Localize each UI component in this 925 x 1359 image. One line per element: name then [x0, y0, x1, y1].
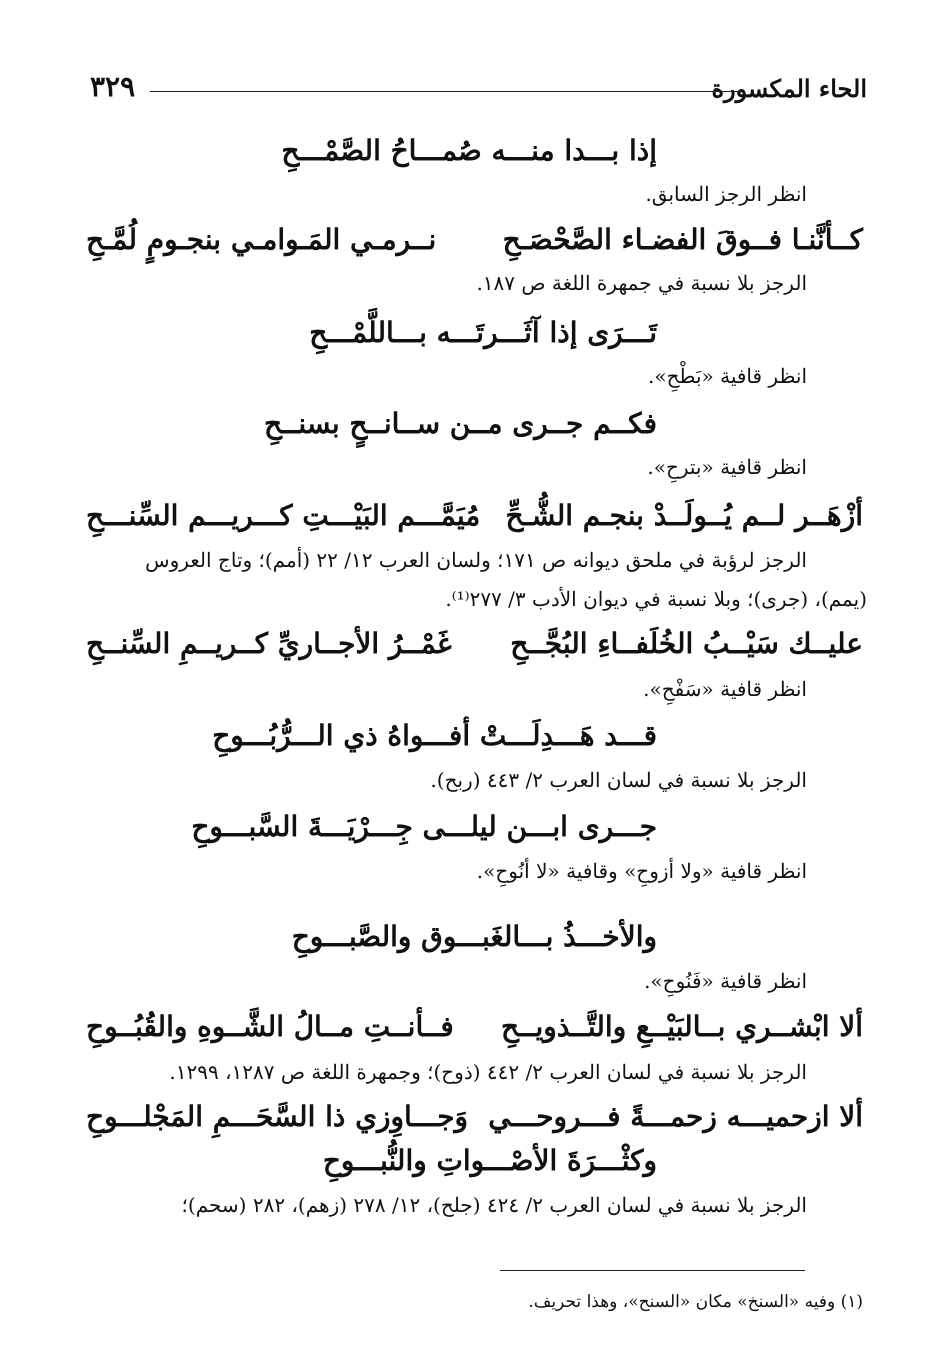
verse-hemistich-left: وَجـــاوِزي ذا السَّحَـــمِ المَجْلـــوحِ [86, 1100, 469, 1133]
commentary-line: انظر قافية «بَطْحِ». [648, 364, 807, 388]
verse-hemistich-right: ألا ازحميـــه زحمـــةً فـــروحـــي [488, 1100, 863, 1133]
commentary-line: انظر قافية «بترحِ». [647, 455, 807, 479]
verse-hemistich-left: فــأنــتِ مــالُ الشَّــوهِ والقُبُــوحِ [86, 1010, 454, 1043]
verse-line: وكثْـــرَةَ الأصْـــواتِ والنُّبـــوحِ [322, 1144, 657, 1177]
verse-line: والأخـــذُ بـــالغَبـــوق والصَّبـــوحِ [291, 920, 657, 953]
commentary-line: الرجز بلا نسبة في لسان العرب ٢/ ٤٢٤ (جلح)، ١٢/ ٢٧٨ (زهم)، ٢٨٢ (سحم)؛ [181, 1193, 807, 1217]
commentary-line: الرجز بلا نسبة في لسان العرب ٢/ ٤٤٢ (ذوح)؛ وجمهرة اللغة ص ١٢٨٧، ١٢٩٩. [169, 1060, 807, 1084]
verse-hemistich-left: غَمْــرُ الأجــاريِّ كــريــمِ السِّنــحِ [86, 627, 452, 660]
footnote: (١) وفيه «السنخ» مكان «السنح»، وهذا تحريف. [528, 1292, 863, 1312]
verse-hemistich-right: ألا ابْشــري بــالبَيْــعِ والتَّــذويــحِ [501, 1010, 863, 1043]
footnote-rule [500, 1270, 805, 1271]
verse-hemistich-right: أزْهَــر لــم يُــولَــدْ بنجـم الشُّـحِّ [505, 499, 863, 532]
commentary-line: الرجز بلا نسبة في لسان العرب ٢/ ٤٤٣ (ربح). [430, 768, 807, 792]
commentary-line: (يمم)، (جرى)؛ وبلا نسبة في ديوان الأدب ٣/ ٢٧٧⁽¹⁾. [445, 587, 867, 611]
verse-line: فكــم جــرى مــن ســانــحٍ بسنــحِ [263, 407, 657, 440]
commentary-line: انظر قافية «سَفْحِ». [643, 677, 807, 701]
verse-hemistich-right: عليــك سَيْــبُ الخُلَفــاءِ البُجَّــحِ [510, 627, 863, 660]
verse-line: تَـــرَى إذا آثَـــرتَـــه بـــاللَّمْـــحِ [309, 316, 657, 349]
page-number: ٣٢٩ [90, 70, 136, 103]
commentary-line: انظر قافية «فَنُوحِ». [644, 969, 807, 993]
header-rule [150, 91, 740, 92]
verse-line: قـــد هَـــدِلَـــتْ أفـــواهُ ذي الـــرُّبُـــوحِ [212, 719, 657, 752]
commentary-line: الرجز لرؤبة في ملحق ديوانه ص ١٧١؛ ولسان العرب ١٢/ ٢٢ (أمم)؛ وتاج العروس [145, 548, 807, 572]
verse-line: جـــرى ابـــن ليلـــى جِـــرْيَـــةَ السَّبـــوحِ [191, 810, 657, 843]
verse-hemistich-left: مُيَمَّـــم البَيْـــتِ كـــريـــم السِّنـــحِ [86, 499, 481, 532]
commentary-line: انظر قافية «ولا أزوحِ» وقافية «لا أنُوحِ». [476, 859, 807, 883]
chapter-title: الحاء المكسورة [711, 74, 867, 103]
commentary-line: الرجز بلا نسبة في جمهرة اللغة ص ١٨٧. [476, 271, 807, 295]
verse-line: إذا بـــدا منـــه صُمـــاحُ الصَّمْـــحِ [281, 134, 657, 167]
verse-hemistich-right: كــأنَّنـا فــوقَ الفضـاء الصَّحْصَـحِ [502, 223, 863, 256]
verse-hemistich-left: نــرمـي المَـوامـي بنجـومٍ لُمَّـحِ [86, 223, 437, 256]
commentary-line: انظر الرجز السابق. [645, 182, 807, 206]
